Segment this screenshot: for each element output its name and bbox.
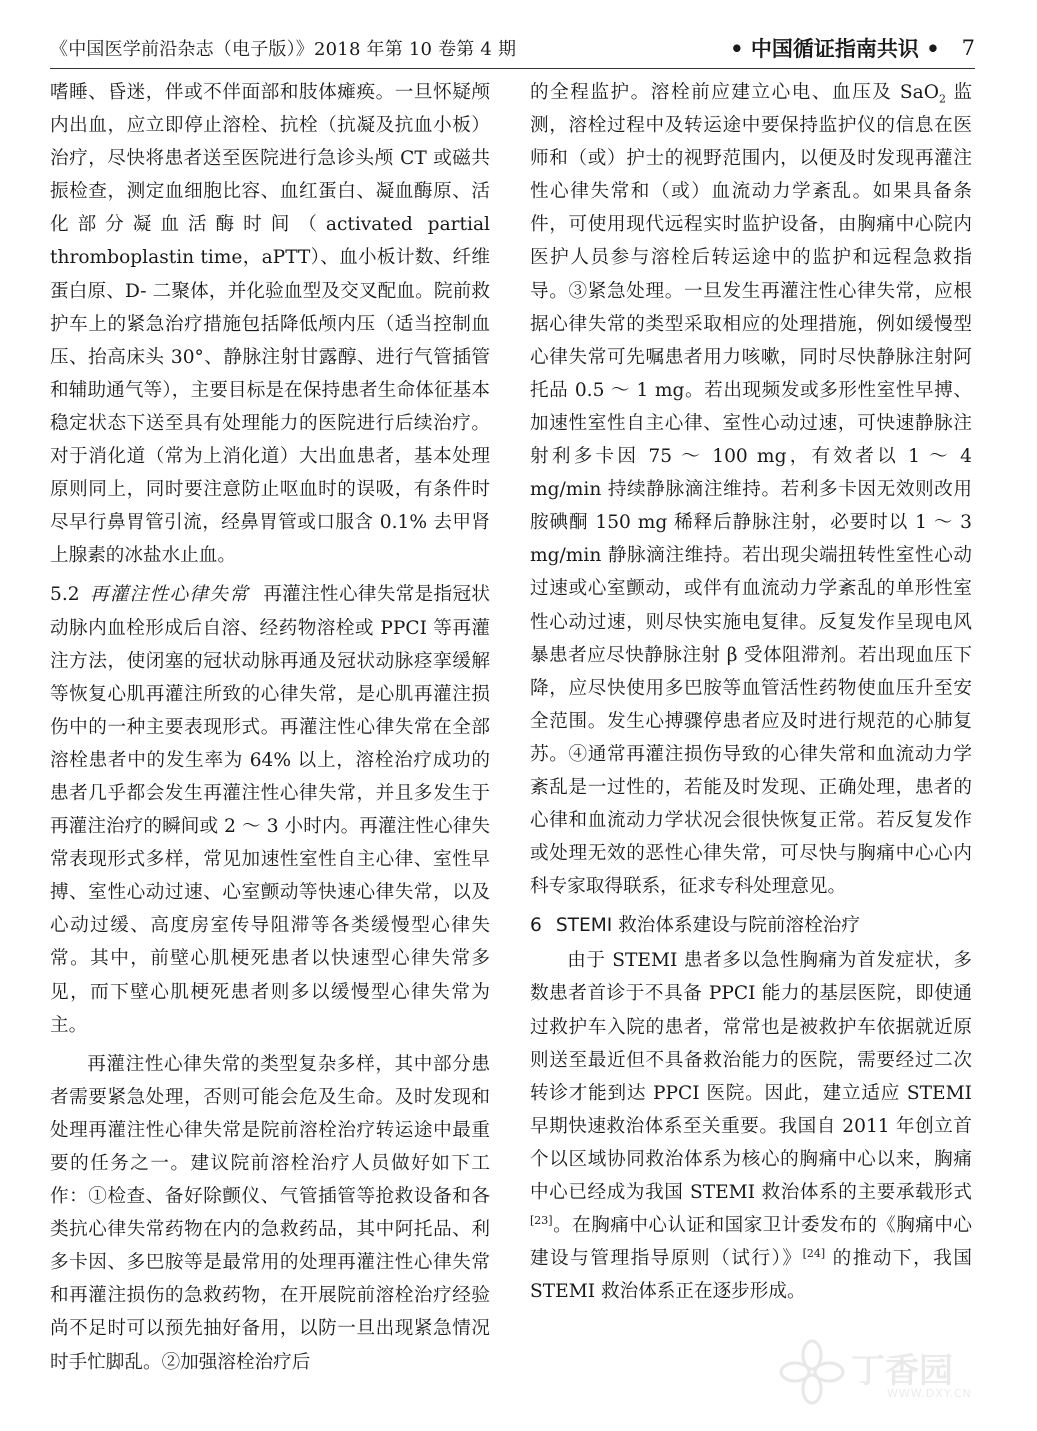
right-paragraph-2-part-b: 。在胸痛中心认证和国家卫计委发布的《胸痛中心建设与管理指导原则（试行）》 (530, 1215, 972, 1270)
right-column (530, 76, 972, 1308)
section-6-number: 6 (530, 915, 542, 937)
right-paragraph-2-part-a: 由于 STEMI 患者多以急性胸痛为首发症状，多数患者首诊于不具备 PPCI 能力的基层医院，即使通过救护车入院的患者，常常也是被救护车依据就近原则送至最近但不具备救治能力的医院，需要经过二次转诊才能到达 PPCI 医院。因此，建立适应 STEMI 早期快速救治体系至关重要。我国自 2011 年创立首个以区域协同救治体系为核心的胸痛中心以来，胸痛中心已经成为我国 STEMI 救治体系的主要承载形式 (530, 950, 972, 1203)
subscript-2: 2 (938, 92, 946, 106)
right-paragraph-2 (530, 944, 972, 1308)
page-header (50, 28, 975, 69)
section-5-2-title: 再灌注性心律失常 (89, 584, 250, 606)
left-paragraph-1: 嗜睡、昏迷，伴或不伴面部和肢体瘫痪。一旦怀疑颅内出血，应立即停止溶栓、抗栓（抗凝及抗血小板）治疗，尽快将患者送至医院进行急诊头颅 CT 或磁共振检查，测定血细胞比容、血红蛋白、凝血酶原、活化部分凝血活酶时间（activated partial thromboplastin time，aPTT）、血小板计数、纤维蛋白原、D- 二聚体，并化验血型及交叉配血。院前救护车上的紧急治疗措施包括降低颅内压（适当控制血压、抬高床头 30°、静脉注射甘露醇、进行气管插管和辅助通气等），主要目标是在保持患者生命体征基本稳定状态下送至具有处理能力的医院进行后续治疗。对于消化道（常为上消化道）大出血患者，基本处理原则同上，同时要注意防止呕血时的误吸，有条件时尽早行鼻胃管引流，经鼻胃管或口服含 0.1% 去甲肾上腺素的冰盐水止血。 (50, 82, 490, 567)
flower-logo-icon (777, 1337, 847, 1407)
left-paragraph-3: 再灌注性心律失常的类型复杂多样，其中部分患者需要紧急处理，否则可能会危及生命。及时发现和处理再灌注性心律失常是院前溶栓治疗转运途中最重要的任务之一。建议院前溶栓治疗人员做好如下工作：①检查、备好除颤仪、气管插管等抢救设备和各类抗心律失常药物在内的急救药品，其中阿托品、利多卡因、多巴胺等是最常用的处理再灌注性心律失常和再灌注损伤的急救药物，在开展院前溶栓治疗经验尚不足时可以预先抽好备用，以防一旦出现紧急情况时手忙脚乱。②加强溶栓治疗后 (50, 1053, 490, 1373)
right-paragraph-2-part-c: 的推动下，我国 STEMI 救治体系正在逐步形成。 (530, 1248, 972, 1303)
section-name: • 中国循证指南共识 • (730, 36, 940, 61)
left-column (50, 76, 490, 1379)
section-6-heading (530, 909, 972, 942)
section-label (730, 33, 975, 63)
dxy-watermark (777, 1337, 977, 1409)
section-6-title: STEMI 救治体系建设与院前溶栓治疗 (555, 915, 860, 937)
page-number: 7 (961, 36, 975, 60)
reference-23[interactable]: [23] (530, 1213, 553, 1227)
right-paragraph-1 (530, 76, 972, 903)
section-5-2-number: 5.2 (50, 584, 80, 606)
left-paragraph-2: 再灌注性心律失常是指冠状动脉内血栓形成后自溶、经药物溶栓或 PPCI 等再灌注方法，使闭塞的冠状动脉再通及冠状动脉痉挛缓解等恢复心肌再灌注所致的心律失常，是心肌再灌注损伤中的一种主要表现形式。再灌注性心律失常在全部溶栓患者中的发生率为 64% 以上，溶栓治疗成功的患者几乎都会发生再灌注性心律失常，并且多发生于再灌注治疗的瞬间或 2 ～ 3 小时内。再灌注性心律失常表现形式多样，常见加速性室性自主心律、室性早搏、室性心动过速、心室颤动等快速心律失常，以及心动过缓、高度房室传导阻滞等各类缓慢型心律失常。其中，前壁心肌梗死患者以快速型心律失常多见，而下壁心肌梗死患者则多以缓慢型心律失常为主。 (50, 584, 490, 1036)
right-paragraph-1-part-b: 监测，溶栓过程中及转运途中要保持监护仪的信息在医师和（或）护士的视野范围内，以便及时发现再灌注性心律失常和（或）血流动力学紊乱。如果具备条件，可使用现代远程实时监护设备，由胸痛中心院内医护人员参与溶栓后转运途中的监护和远程急救指导。③紧急处理。一旦发生再灌注性心律失常，应根据心律失常的类型采取相应的处理措施，例如缓慢型心律失常可先嘱患者用力咳嗽，同时尽快静脉注射阿托品 0.5 ～ 1 mg。若出现频发或多形性室性早搏、加速性室性自主心律、室性心动过速，可快速静脉注射利多卡因 75 ～ 100 mg，有效者以 1 ～ 4 mg/min 持续静脉滴注维持。若利多卡因无效则改用胺碘酮 150 mg 稀释后静脉注射，必要时以 1 ～ 3 mg/min 静脉滴注维持。若出现尖端扭转性室性心动过速或心室颤动，或伴有血流动力学紊乱的单形性室性心动过速，则尽快实施电复律。反复发作呈现电风暴患者应尽快静脉注射 β 受体阻滞剂。若出现血压下降，应尽快使用多巴胺等血管活性药物使血压升至安全范围。发生心搏骤停患者应及时进行规范的心肺复苏。④通常再灌注损伤导致的心律失常和血流动力学紊乱是一过性的，若能及时发现、正确处理，患者的心律和血流动力学状况会很快恢复正常。若反复发作或处理无效的恶性心律失常，可尽快与胸痛中心心内科专家取得联系，征求专科处理意见。 (530, 82, 972, 898)
right-paragraph-1-part-a: 的全程监护。溶栓前应建立心电、血压及 SaO (530, 82, 939, 103)
watermark-url: WWW.DXY.CN (887, 1387, 972, 1400)
watermark-brand: 丁香园 (851, 1351, 953, 1391)
reference-24[interactable]: [24] (802, 1247, 826, 1260)
journal-title: 《中国医学前沿杂志（电子版）》2018 年第 10 卷第 4 期 (50, 39, 517, 60)
section-5-2 (50, 578, 490, 1041)
